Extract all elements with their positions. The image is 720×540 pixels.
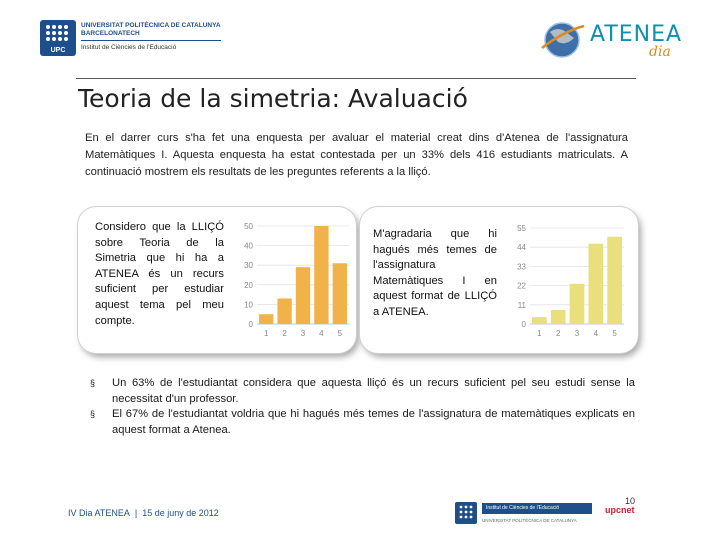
x-tick-label: 1 bbox=[263, 329, 269, 338]
y-tick-label: 0 bbox=[521, 320, 526, 329]
conclusions-list bbox=[90, 376, 635, 438]
intro-paragraph: En el darrer curs s'ha fet una enquesta per avaluar el material creat dins d'Atenea de l'assignatura Matemàtiques I. Aquesta enquesta ha estat contestada per un 33% dels 416 estudiants matriculats. A continuació mostrem els resultats de les preguntes referents a la lliçó. bbox=[85, 132, 628, 178]
x-tick-label: 2 bbox=[555, 329, 561, 338]
university-line1: UNIVERSITAT POLITÈCNICA DE CATALUNYA bbox=[81, 22, 221, 29]
y-tick-label: 0 bbox=[248, 320, 253, 329]
footer-event-name: IV Dia ATENEA bbox=[68, 508, 130, 518]
bar bbox=[296, 267, 310, 324]
footer-event bbox=[68, 508, 219, 518]
header-rule bbox=[81, 40, 221, 41]
bar bbox=[570, 284, 585, 324]
bar bbox=[532, 317, 547, 324]
atenea-logo-word: ATENEA bbox=[590, 22, 683, 47]
y-tick-label: 20 bbox=[244, 280, 253, 290]
bullet-mark: § bbox=[90, 378, 96, 388]
page-title: Teoria de la simetria: Avaluació bbox=[78, 84, 468, 113]
bar bbox=[607, 237, 622, 324]
bullet-text-1: Un 63% de l'estudiantat considera que aquesta lliçó és un recurs suficient pel seu estudi sense la necessitat d'un professor. bbox=[112, 377, 635, 405]
question-text-2: M'agradaria que hi hagués més temes de l'assignatura Matemàtiques I en aquest format de LLIÇÓ a ATENEA. bbox=[373, 228, 497, 318]
bullet-text-2: El 67% de l'estudiantat voldria que hi hagués més temes de l'assignatura de matemàtiques explicats en aquest format a Atenea. bbox=[112, 408, 635, 436]
x-tick-label: 4 bbox=[593, 329, 599, 338]
y-tick-label: 40 bbox=[244, 241, 253, 251]
x-tick-label: 3 bbox=[574, 329, 580, 338]
university-line2: BARCELONATECH bbox=[81, 30, 140, 37]
x-tick-label: 4 bbox=[319, 329, 324, 338]
list-item bbox=[90, 376, 635, 407]
upc-logo bbox=[40, 20, 76, 56]
x-tick-label: 5 bbox=[612, 329, 617, 338]
y-tick-label: 44 bbox=[517, 243, 526, 253]
ice-logo-sub: UNIVERSITAT POLITÈCNICA DE CATALUNYA bbox=[482, 518, 577, 523]
title-rule bbox=[76, 78, 636, 79]
y-tick-label: 22 bbox=[517, 281, 526, 291]
y-tick-label: 33 bbox=[517, 262, 526, 272]
list-item bbox=[90, 407, 635, 438]
y-tick-label: 11 bbox=[517, 300, 526, 310]
question-2-chart bbox=[510, 220, 630, 342]
atenea-logo-sub: dia bbox=[649, 44, 671, 60]
institute-name: Institut de Ciències de l'Educació bbox=[81, 44, 177, 51]
x-tick-label: 5 bbox=[337, 329, 343, 338]
x-tick-label: 3 bbox=[300, 329, 306, 338]
y-tick-label: 50 bbox=[244, 222, 253, 231]
upc-badge: UPC bbox=[50, 47, 66, 54]
bar bbox=[259, 314, 273, 324]
bar bbox=[333, 263, 347, 324]
x-tick-label: 1 bbox=[537, 329, 542, 338]
bar bbox=[314, 226, 328, 324]
upcnet-logo: upcnet bbox=[605, 505, 635, 515]
question-1-chart bbox=[237, 218, 355, 342]
footer-separator: | bbox=[134, 508, 138, 518]
x-tick-label: 2 bbox=[282, 329, 287, 338]
bullet-mark: § bbox=[90, 409, 96, 419]
footer-date: 15 de juny de 2012 bbox=[142, 508, 219, 518]
page-number: 10 bbox=[625, 496, 636, 506]
y-tick-label: 55 bbox=[517, 224, 526, 233]
university-name bbox=[81, 22, 221, 38]
bar bbox=[551, 310, 566, 324]
ice-logo-text: Institut de Ciències de l'Educació bbox=[482, 503, 592, 514]
y-tick-label: 10 bbox=[244, 300, 253, 310]
bar bbox=[277, 299, 291, 324]
question-text-1: Considero que la LLIÇÓ sobre Teoria de la Simetria que hi ha a ATENEA és un recurs suficient per estudiar aquest tema pel meu compte. bbox=[95, 221, 224, 327]
y-tick-label: 30 bbox=[244, 261, 253, 271]
bar bbox=[588, 244, 603, 324]
